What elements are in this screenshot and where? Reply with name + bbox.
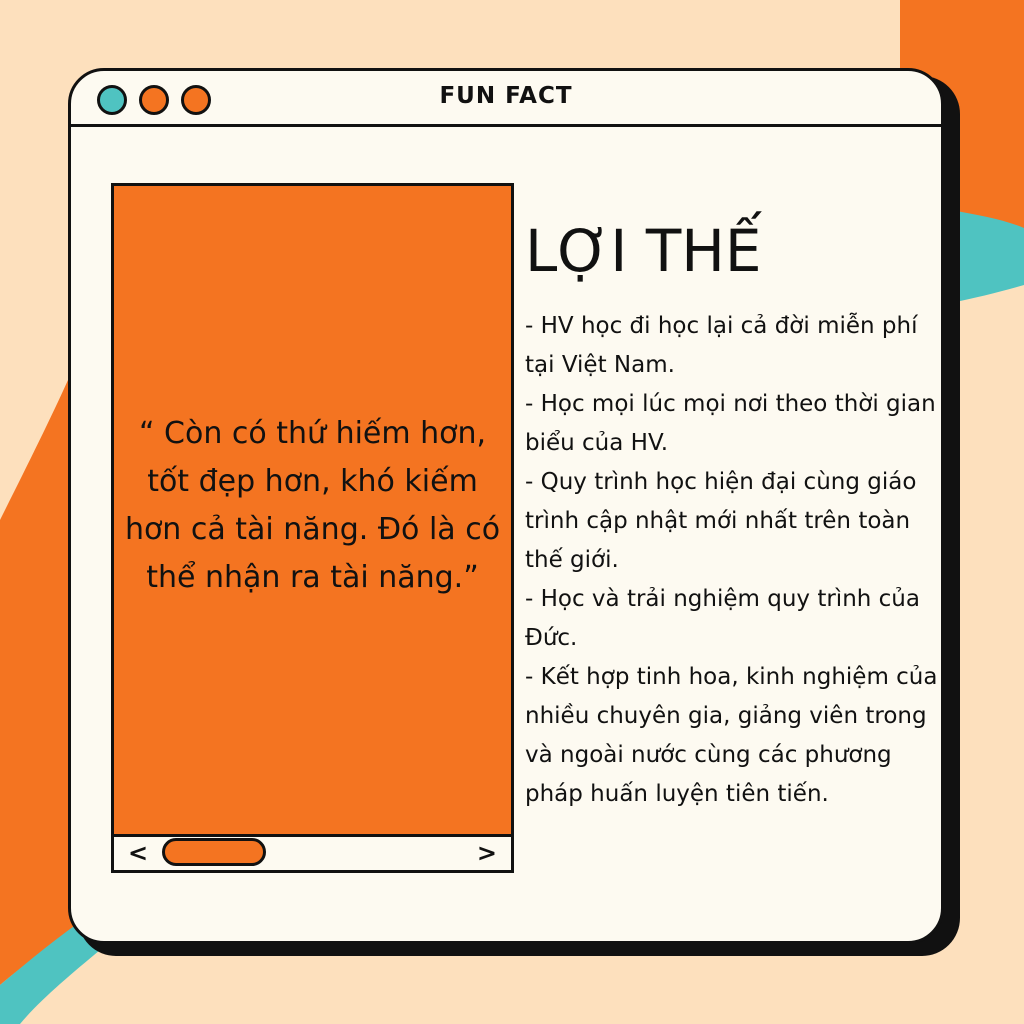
horizontal-scrollbar[interactable]: [114, 834, 511, 870]
content-heading: LỢI THẾ: [525, 217, 762, 285]
browser-window: [68, 68, 944, 944]
chevron-left-icon[interactable]: <: [128, 839, 149, 867]
scrollbar-thumb[interactable]: [162, 838, 266, 866]
window-titlebar: [71, 71, 941, 127]
window-title: FUN FACT: [439, 83, 573, 109]
chevron-right-icon[interactable]: >: [476, 839, 497, 867]
quote-text: “ Còn có thứ hiếm hơn, tốt đẹp hơn, khó kiếm hơn cả tài năng. Đó là có thể nhận ra tài năng.”: [124, 416, 501, 595]
quote-panel: [111, 183, 514, 873]
quote-area: [114, 186, 511, 834]
content-body: - HV học đi học lại cả đời miễn phí tại Việt Nam. - Học mọi lúc mọi nơi theo thời gian biểu của HV. - Quy trình học hiện đại cùng giáo trình cập nhật mới nhất trên toàn thế giới. - Học và trải nghiệm quy trình của Đức. - Kết hợp tinh hoa, kinh nghiệm của nhiều chuyên gia, giảng viên trong và ngoài nước cùng các phương pháp huấn luyện tiên tiến.: [525, 313, 938, 807]
